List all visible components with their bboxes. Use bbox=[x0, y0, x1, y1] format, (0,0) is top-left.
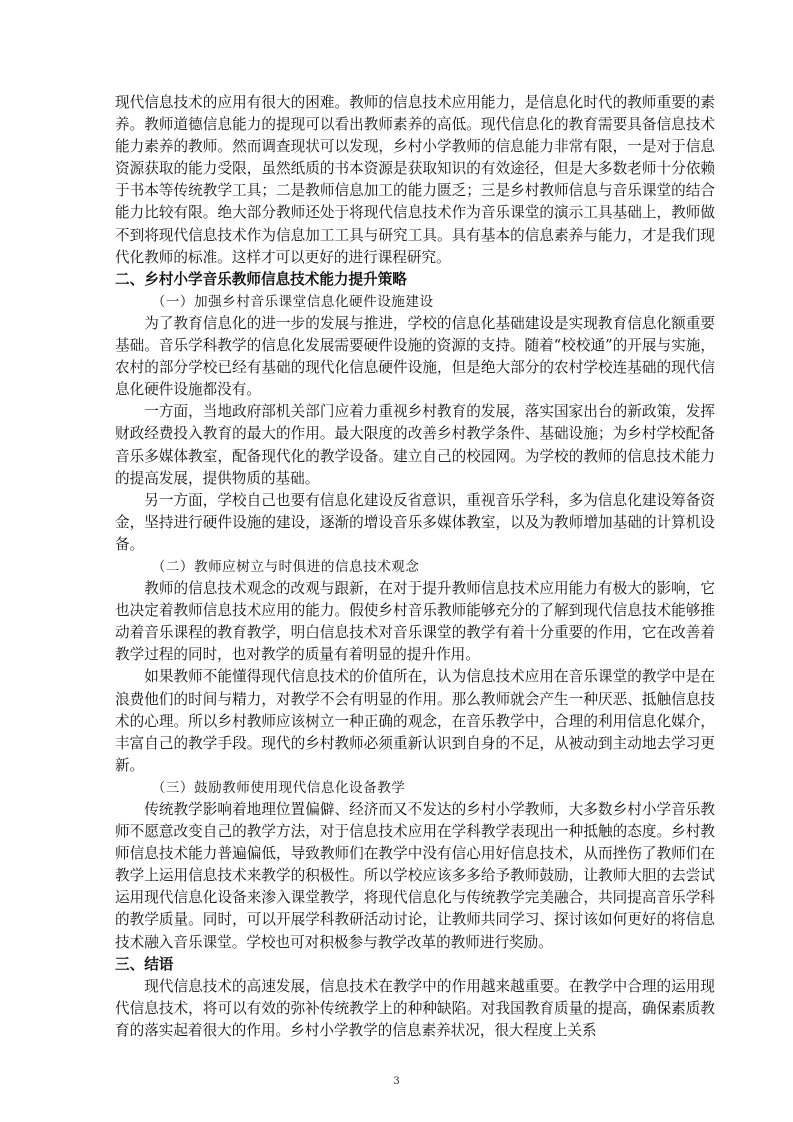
subsection-heading-concept: （二）教师应树立与时俱进的信息技术观念 bbox=[151, 558, 420, 575]
paragraph: 一方面，当地政府部机关部门应着力重视乡村教育的发展，落实国家出台的新政策，发挥财政经费投入教育的最大的作用。最大限度的改善乡村教学条件、基础设施；为乡村学校配备音乐多媒体教室，配备现代化的教学设备。建立自己的校园网。为学校的教师的信息技术能力的提高发展，提供物质的基础。 bbox=[115, 403, 715, 487]
paragraph: 为了教育信息化的进一步的发展与推进，学校的信息化基础建设是实现教育信息化额重要基础。音乐学科教学的信息化发展需要硬件设施的资源的支持。随着“校校通”的开展与实施，农村的部分学校已经有基础的现代化信息硬件设施，但是绝大部分的农村学校连基础的现代信息化硬件设施都没有。 bbox=[115, 314, 715, 399]
paragraph-intro: 现代信息技术的应用有很大的困难。教师的信息技术应用能力，是信息化时代的教师重要的素养。教师道德信息能力的提现可以看出教师素养的高低。现代信息化的教育需要具备信息技术能力素养的教师。然而调查现状可以发现，乡村小学教师的信息能力非常有限，一是对于信息资源获取的能力受限，虽然纸质的书本资源是获取知识的有效途径，但是大多数老师十分依赖于书本等传统教学工具；二是教师信息加工的能力匮乏；三是乡村教师信息与音乐课堂的结合能力比较有限。绝大部分教师还处于将现代信息技术作为音乐课堂的演示工具基础上，教师做不到将现代信息技术作为信息加工工具与研究工具。具有基本的信息素养与能力，才是我们现代化教师的标准。这样才可以更好的进行课程研究。 bbox=[115, 94, 715, 266]
paragraph: 传统教学影响着地理位置偏僻、经济而又不发达的乡村小学教师，大多数乡村小学音乐教师不愿意改变自己的教学方法，对于信息技术应用在学科教学表现出一种抵触的态度。乡村教师信息技术能力普遍偏低，导致教师们在教学中没有信心用好信息技术，从而挫伤了教师们在教学上运用信息技术来教学的积极性。所以学校应该多多给予教师鼓励，让教师大胆的去尝试运用现代信息化设备来渗入课堂教学，将现代信息化与传统教学完美融合，共同提高音乐学科的教学质量。同时，可以开展学科教研活动讨论，让教师共同学习、探讨该如何更好的将信息技术融入音乐课堂。学校也可对积极参与教学改革的教师进行奖励。 bbox=[115, 801, 715, 951]
subsection-heading-encourage: （三）鼓励教师使用现代信息化设备教学 bbox=[151, 779, 406, 796]
section-heading-strategies: 二、乡村小学音乐教师信息技术能力提升策略 bbox=[115, 270, 407, 288]
subsection-heading-hardware: （一）加强乡村音乐课堂信息化硬件设施建设 bbox=[151, 293, 434, 310]
page-number: 3 bbox=[393, 1076, 400, 1087]
body-text bbox=[115, 92, 715, 1042]
paragraph: 如果教师不能懂得现代信息技术的价值所在，认为信息技术应用在音乐课堂的教学中是在浪费他们的时间与精力，对教学不会有明显的作用。那么教师就会产生一种厌恶、抵触信息技术的心理。所以乡村教师应该树立一种正确的观念，在音乐教学中，合理的利用信息化媒介，丰富自己的教学手段。现代的乡村教师必须重新认识到自身的不足，从被动到主动地去学习更新。 bbox=[115, 668, 715, 774]
paragraph: 现代信息技术的高速发展，信息技术在教学中的作用越来越重要。在教学中合理的运用现代信息技术，将可以有效的弥补传统教学上的种种缺陷。对我国教育质量的提高，确保素质教育的落实起着很大的作用。乡村小学教学的信息素养状况，很大程度上关系 bbox=[115, 977, 715, 1039]
paragraph: 另一方面，学校自己也要有信息化建设反省意识，重视音乐学科，多为信息化建设筹备资金，坚持进行硬件设施的建设，逐渐的增设音乐多媒体教室，以及为教师增加基础的计算机设备。 bbox=[115, 491, 715, 553]
paragraph: 教师的信息技术观念的改观与跟新，在对于提升教师信息技术应用能力有极大的影响，它也决定着教师信息技术应用的能力。假使乡村音乐教师能够充分的了解到现代信息技术能够推动着音乐课程的教育教学，明白信息技术对音乐课堂的教学有着十分重要的作用，它在改善着教学过程的同时，也对教学的质量有着明显的提升作用。 bbox=[115, 580, 715, 664]
section-heading-conclusion: 三、结语 bbox=[115, 955, 174, 973]
